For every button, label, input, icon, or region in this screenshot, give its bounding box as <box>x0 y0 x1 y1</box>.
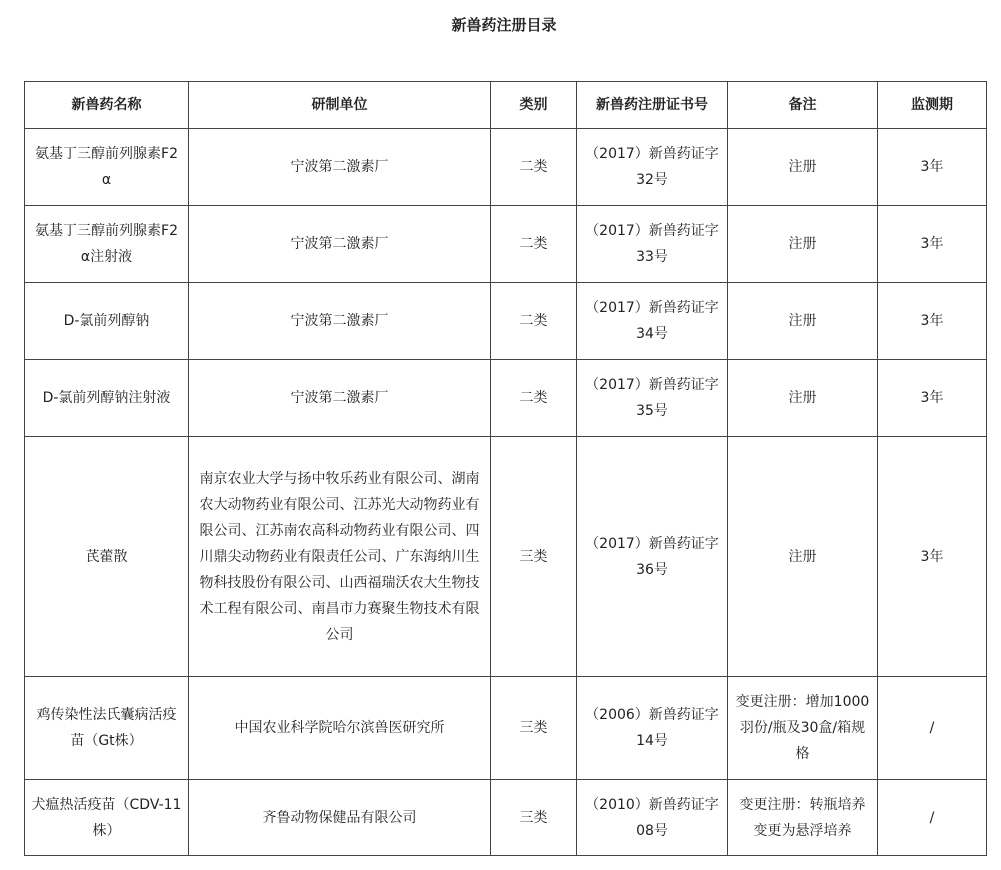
cell-unit: 宁波第二激素厂 <box>189 206 491 283</box>
cell-cert: （2017）新兽药证字33号 <box>577 206 728 283</box>
cell-name: 芪藿散 <box>25 437 189 677</box>
cell-cert: （2017）新兽药证字34号 <box>577 283 728 360</box>
cell-unit: 宁波第二激素厂 <box>189 129 491 206</box>
cell-name: 氨基丁三醇前列腺素F2α注射液 <box>25 206 189 283</box>
cell-category: 三类 <box>491 780 577 856</box>
cell-remark: 注册 <box>728 206 878 283</box>
cell-unit: 宁波第二激素厂 <box>189 283 491 360</box>
cell-unit: 中国农业科学院哈尔滨兽医研究所 <box>189 677 491 780</box>
cell-period: 3年 <box>878 360 987 437</box>
header-cert: 新兽药注册证书号 <box>577 82 728 129</box>
cell-cert: （2017）新兽药证字36号 <box>577 437 728 677</box>
cell-remark: 注册 <box>728 360 878 437</box>
cell-period: 3年 <box>878 283 987 360</box>
table-row <box>25 129 987 206</box>
cell-remark: 注册 <box>728 437 878 677</box>
page-title: 新兽药注册目录 <box>451 16 557 34</box>
cell-cert: （2006）新兽药证字14号 <box>577 677 728 780</box>
cell-category: 二类 <box>491 129 577 206</box>
header-unit: 研制单位 <box>189 82 491 129</box>
cell-period: 3年 <box>878 129 987 206</box>
table-row <box>25 780 987 856</box>
cell-category: 三类 <box>491 677 577 780</box>
table-header-row <box>25 82 987 129</box>
cell-name: 氨基丁三醇前列腺素F2α <box>25 129 189 206</box>
cell-remark: 变更注册：增加1000羽份/瓶及30盒/箱规格 <box>728 677 878 780</box>
table-row <box>25 283 987 360</box>
cell-cert: （2010）新兽药证字08号 <box>577 780 728 856</box>
cell-period: 3年 <box>878 437 987 677</box>
cell-category: 二类 <box>491 283 577 360</box>
header-period: 监测期 <box>878 82 987 129</box>
cell-remark: 注册 <box>728 283 878 360</box>
cell-category: 三类 <box>491 437 577 677</box>
header-name: 新兽药名称 <box>25 82 189 129</box>
table-row <box>25 677 987 780</box>
cell-name: 犬瘟热活疫苗（CDV-11株） <box>25 780 189 856</box>
table-row <box>25 206 987 283</box>
cell-period: / <box>878 780 987 856</box>
cell-name: 鸡传染性法氏囊病活疫苗（Gt株） <box>25 677 189 780</box>
cell-unit: 齐鲁动物保健品有限公司 <box>189 780 491 856</box>
cell-name: D-氯前列醇钠 <box>25 283 189 360</box>
registry-table <box>24 81 987 856</box>
table-row <box>25 437 987 677</box>
cell-unit: 宁波第二激素厂 <box>189 360 491 437</box>
table-row <box>25 360 987 437</box>
cell-remark: 注册 <box>728 129 878 206</box>
cell-cert: （2017）新兽药证字35号 <box>577 360 728 437</box>
cell-remark: 变更注册：转瓶培养变更为悬浮培养 <box>728 780 878 856</box>
header-remark: 备注 <box>728 82 878 129</box>
cell-period: / <box>878 677 987 780</box>
cell-category: 二类 <box>491 206 577 283</box>
cell-cert: （2017）新兽药证字32号 <box>577 129 728 206</box>
header-category: 类别 <box>491 82 577 129</box>
cell-period: 3年 <box>878 206 987 283</box>
cell-category: 二类 <box>491 360 577 437</box>
cell-unit: 南京农业大学与扬中牧乐药业有限公司、湖南农大动物药业有限公司、江苏光大动物药业有限公司、江苏南农高科动物药业有限公司、四川鼎尖动物药业有限责任公司、广东海纳川生物科技股份有限公司、山西福瑞沃农大生物技术工程有限公司、南昌市力赛聚生物技术有限公司 <box>189 437 491 677</box>
cell-name: D-氯前列醇钠注射液 <box>25 360 189 437</box>
